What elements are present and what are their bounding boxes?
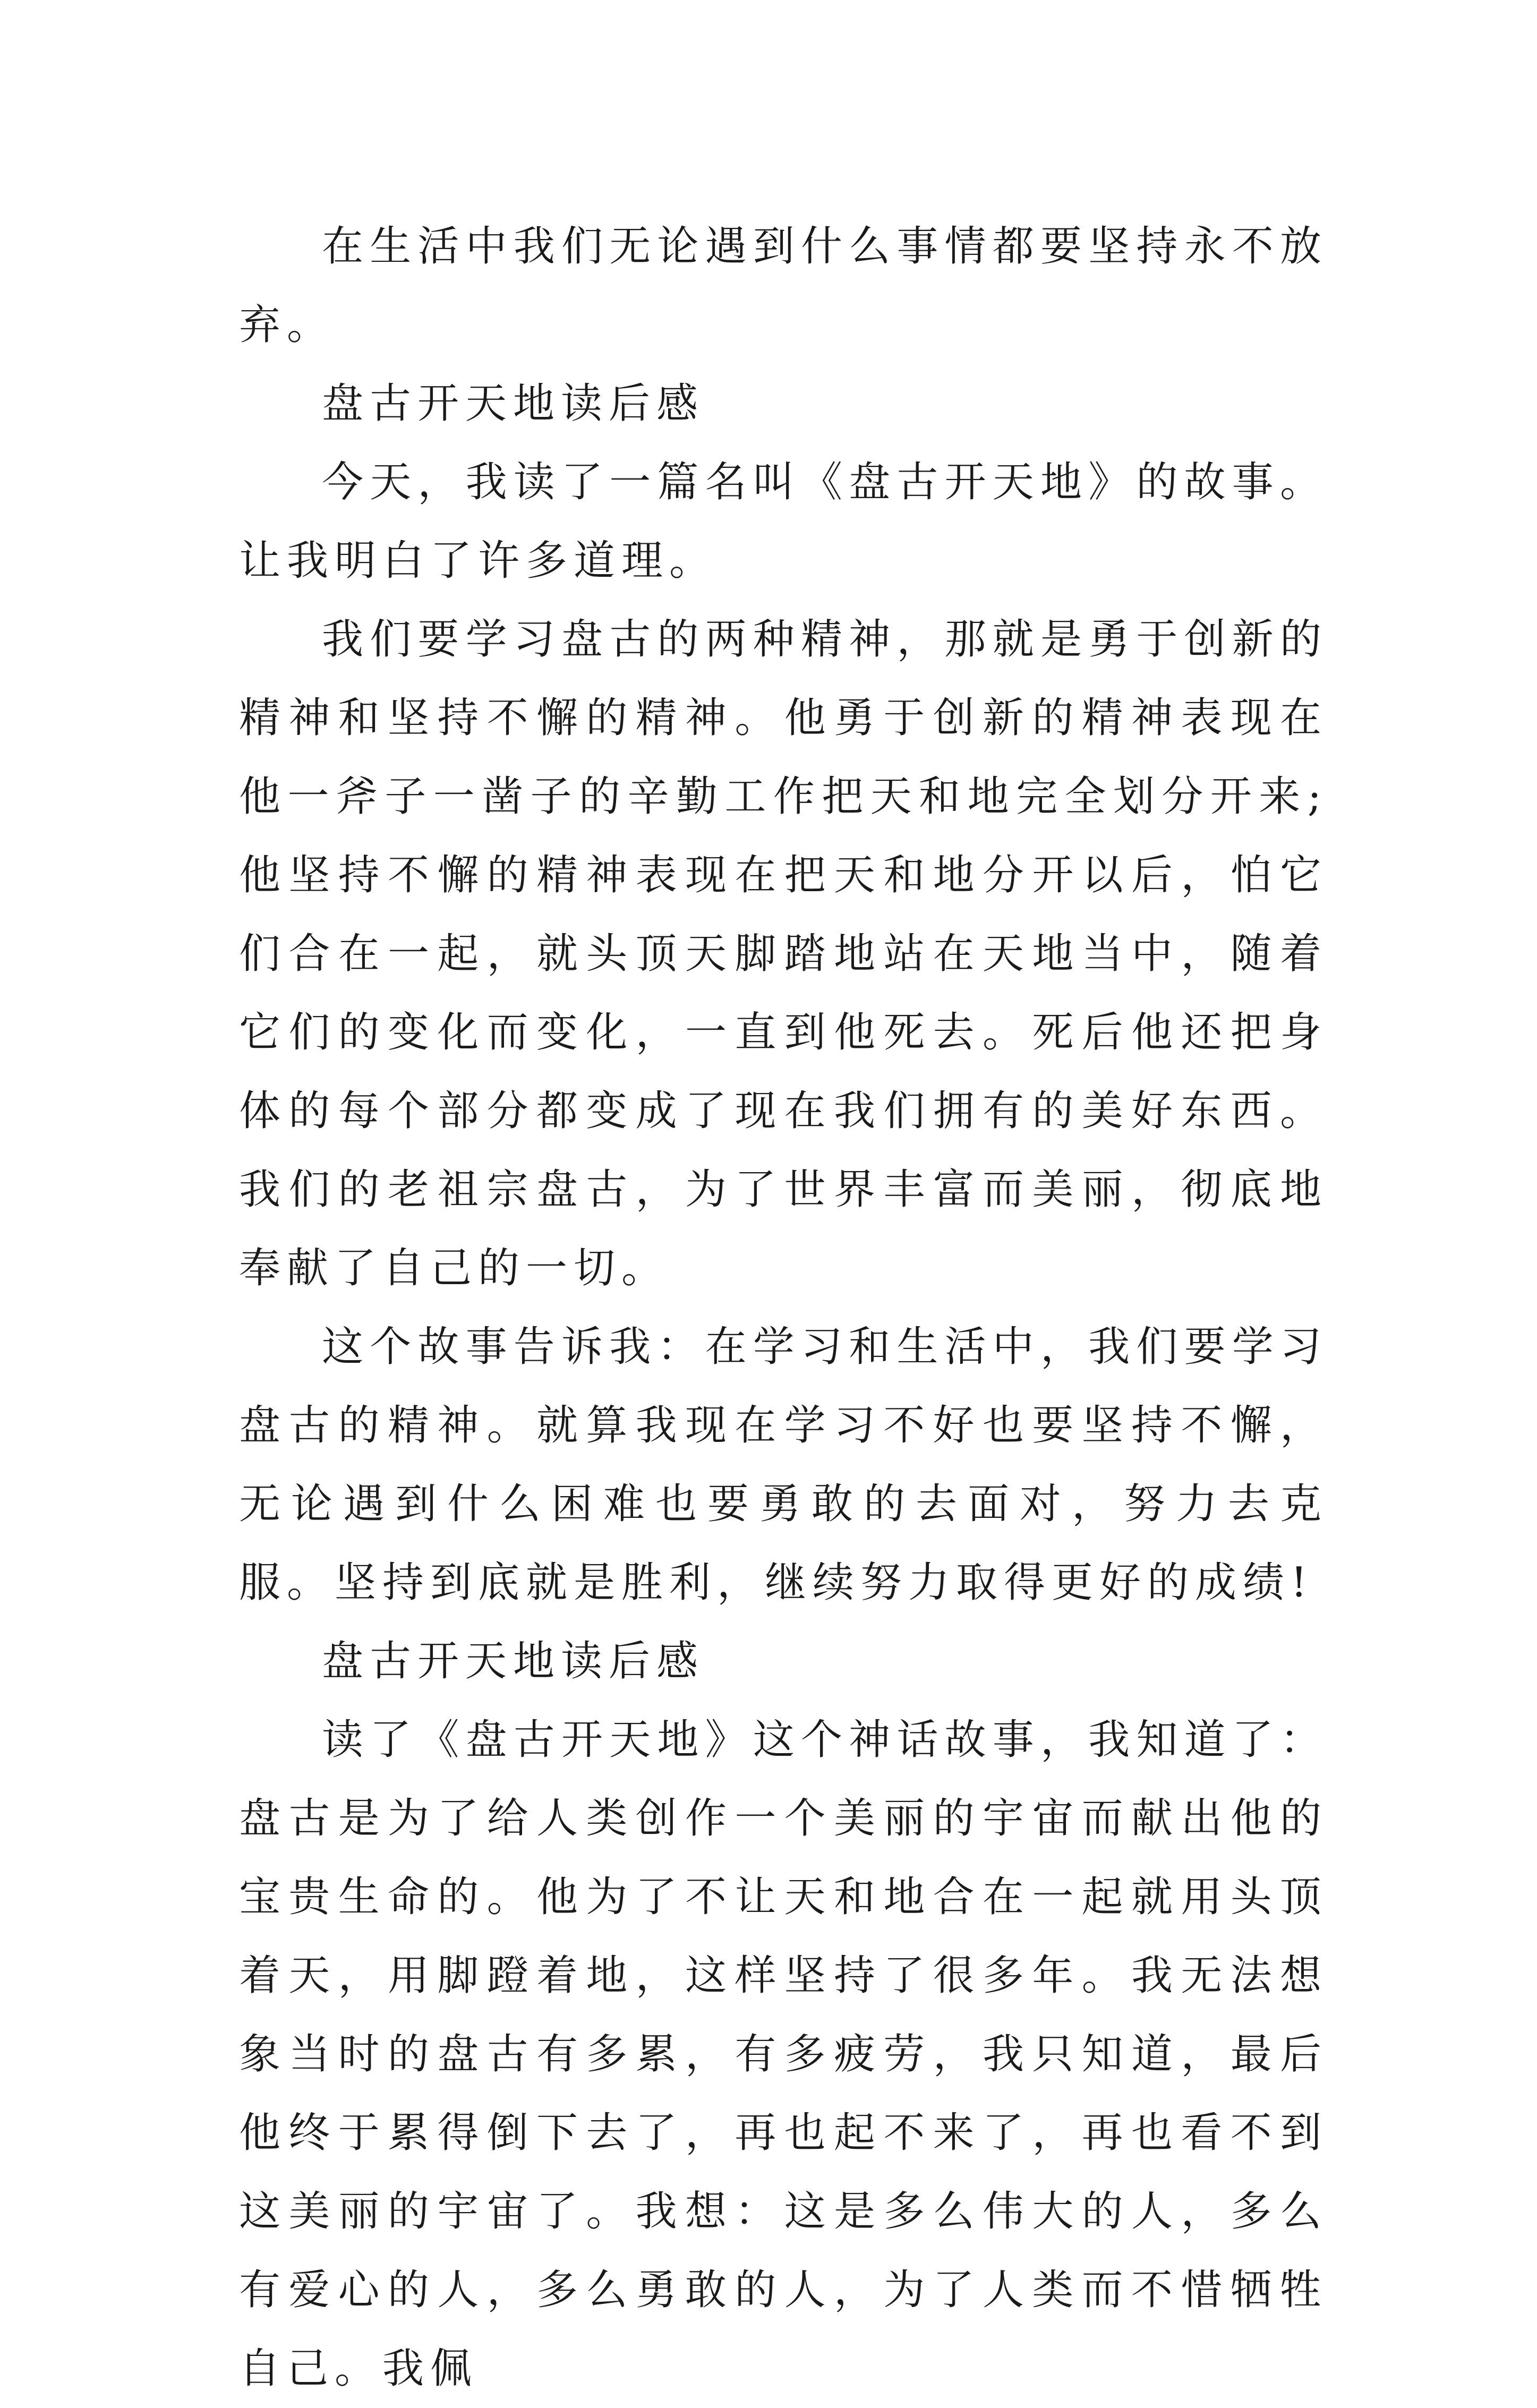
paragraph: 读了《盘古开天地》这个神话故事，我知道了：盘古是为了给人类创作一个美丽的宇宙而献出他的宝贵生命的。他为了不让天和地合在一起就用头顶着天，用脚蹬着地，这样坚持了很多年。我无法想象当时的盘古有多累，有多疲劳，我只知道，最后他终于累得倒下去了，再也起不来了，再也看不到这美丽的宇宙了。我想：这是多么伟大的人，多么有爱心的人，多么勇敢的人，为了人类而不惜牺牲自己。我佩	[239, 1716, 1328, 2393]
paragraph: 这个故事告诉我：在学习和生活中，我们要学习盘古的精神。就算我现在学习不好也要坚持不懈，无论遇到什么困难也要勇敢的去面对，努力去克服。坚持到底就是胜利，继续努力取得更好的成绩!	[239, 1323, 1328, 1607]
document-body	[239, 207, 1328, 2408]
paragraph: 今天，我读了一篇名叫《盘古开天地》的故事。让我明白了许多道理。	[239, 458, 1328, 585]
paragraph: 在生活中我们无论遇到什么事情都要坚持永不放弃。	[239, 223, 1328, 349]
section-heading: 盘古开天地读后感	[322, 380, 705, 428]
section-heading: 盘古开天地读后感	[322, 1637, 705, 1685]
paragraph: 我们要学习盘古的两种精神，那就是勇于创新的精神和坚持不懈的精神。他勇于创新的精神表现在他一斧子一凿子的辛勤工作把天和地完全划分开来;他坚持不懈的精神表现在把天和地分开以后，怕它们合在一起，就头顶天脚踏地站在天地当中，随着它们的变化而变化，一直到他死去。死后他还把身体的每个部分都变成了现在我们拥有的美好东西。我们的老祖宗盘古，为了世界丰富而美丽，彻底地奉献了自己的一切。	[239, 616, 1328, 1292]
